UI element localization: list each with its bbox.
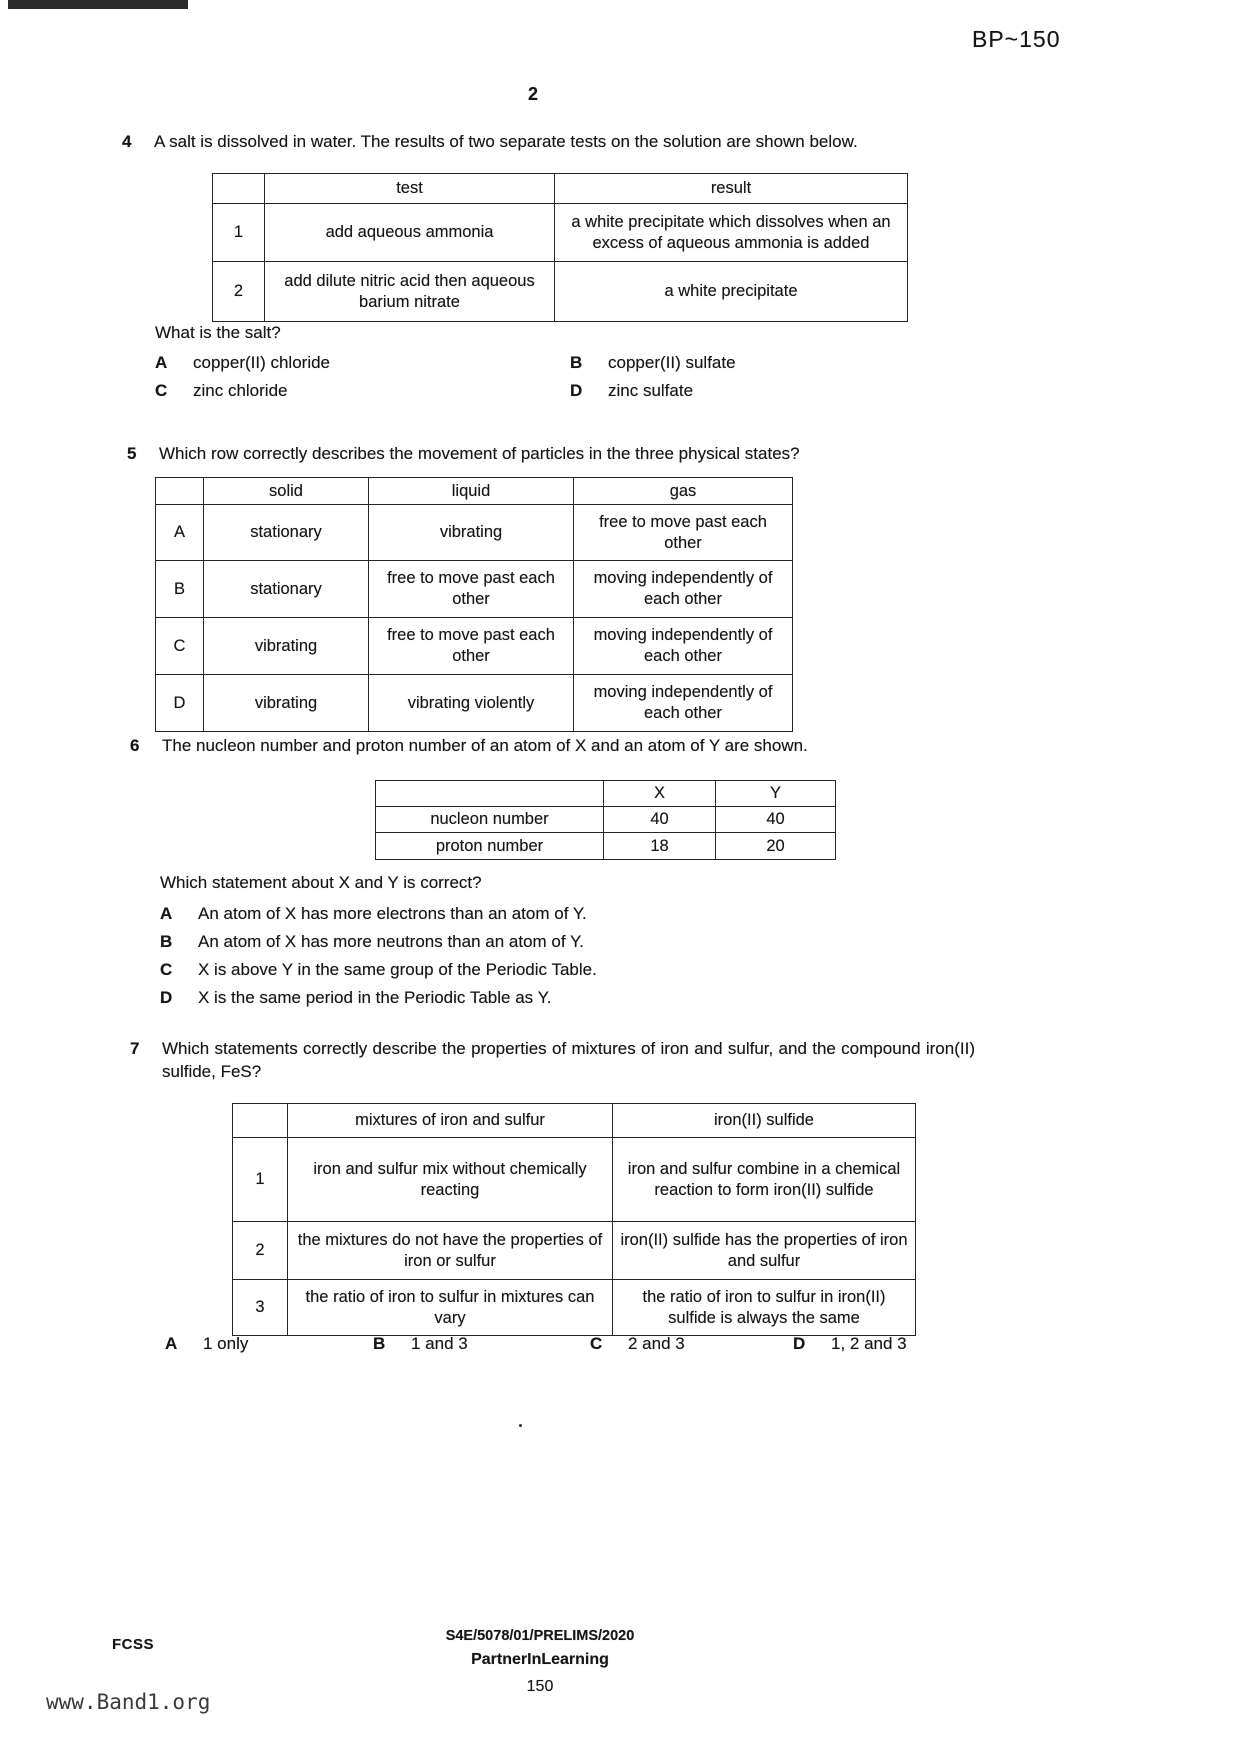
option-text: copper(II) sulfate (608, 353, 736, 372)
table-header-cell (376, 781, 604, 807)
option-text: 1 only (203, 1334, 249, 1353)
option-b (570, 352, 955, 375)
option-text: copper(II) chloride (193, 353, 331, 372)
option-label: A (160, 904, 173, 923)
option-c (155, 380, 570, 403)
table-cell: 2 (213, 262, 265, 322)
question-6-text: The nucleon number and proton number of an atom of X and an atom of Y are shown. (162, 736, 808, 755)
option-b (373, 1333, 590, 1356)
table-cell: free to move past each other (574, 505, 793, 561)
table-header-cell: mixtures of iron and sulfur (288, 1104, 613, 1138)
table-cell: 18 (604, 833, 716, 860)
table-cell: a white precipitate (555, 262, 908, 322)
option-text: 1, 2 and 3 (831, 1334, 907, 1353)
option-label: C (590, 1334, 603, 1353)
table-row (376, 833, 836, 860)
table-header-row (376, 781, 836, 807)
option-text: 1 and 3 (411, 1334, 468, 1353)
question-6-number: 6 (130, 736, 140, 755)
table-header-cell (213, 174, 265, 204)
q7-options (165, 1333, 1115, 1356)
table-cell: the ratio of iron to sulfur in mixtures can vary (288, 1280, 613, 1336)
option-label: D (793, 1334, 806, 1353)
table-row (156, 618, 793, 675)
table-cell: iron(II) sulfide has the properties of iron and sulfur (613, 1222, 916, 1280)
option-label: A (155, 353, 168, 372)
table-cell: nucleon number (376, 807, 604, 833)
table-cell: 1 (213, 204, 265, 262)
table-cell: iron and sulfur mix without chemically reacting (288, 1138, 613, 1222)
table-header-row (233, 1104, 916, 1138)
table-header-cell: X (604, 781, 716, 807)
option-text: zinc sulfate (608, 380, 694, 400)
table-cell: vibrating (204, 675, 369, 732)
footer-paper-code: S4E/5078/01/PRELIMS/2020 (445, 1628, 635, 1644)
table-header-row (213, 174, 908, 204)
table-cell: free to move past each other (369, 561, 574, 618)
q4-table (212, 173, 908, 322)
table-row (376, 807, 836, 833)
table-cell: add aqueous ammonia (265, 204, 555, 262)
q4-prompt: What is the salt? (155, 323, 281, 342)
option-d (570, 380, 955, 403)
table-cell: add dilute nitric acid then aqueous barium nitrate (265, 262, 555, 322)
watermark: www.Band1.org (46, 1690, 211, 1714)
footer-page-number: 150 (526, 1678, 554, 1695)
table-cell: vibrating (204, 618, 369, 675)
table-cell: moving independently of each other (574, 561, 793, 618)
table-cell: stationary (204, 561, 369, 618)
q7-table (232, 1103, 916, 1336)
table-cell: proton number (376, 833, 604, 860)
option-label: B (373, 1334, 386, 1353)
table-row (213, 262, 908, 322)
option-a (155, 352, 570, 375)
option-label: B (570, 353, 583, 372)
option-text: 2 and 3 (628, 1334, 685, 1353)
table-cell: 40 (716, 807, 836, 833)
question-4 (122, 131, 982, 154)
table-cell: A (156, 505, 204, 561)
table-cell: iron and sulfur combine in a chemical reaction to form iron(II) sulfide (613, 1138, 916, 1222)
table-row (156, 675, 793, 732)
table-cell: B (156, 561, 204, 618)
scan-artifact-dot (519, 1424, 522, 1427)
question-5 (127, 443, 1027, 466)
table-cell: 20 (716, 833, 836, 860)
table-cell: vibrating violently (369, 675, 574, 732)
table-cell: stationary (204, 505, 369, 561)
option-text: X is the same period in the Periodic Table as Y. (198, 987, 552, 1007)
question-5-text: Which row correctly describes the movement of particles in the three physical states? (159, 444, 800, 463)
table-header-cell (156, 478, 204, 505)
table-header-cell: iron(II) sulfide (613, 1104, 916, 1138)
table-header-cell: test (265, 174, 555, 204)
table-header-cell: result (555, 174, 908, 204)
table-cell: 40 (604, 807, 716, 833)
table-cell: C (156, 618, 204, 675)
option-b (160, 931, 910, 954)
table-header-cell: Y (716, 781, 836, 807)
table-cell: 2 (233, 1222, 288, 1280)
option-c (590, 1333, 793, 1356)
option-text: An atom of X has more electrons than an atom of Y. (198, 904, 587, 923)
option-text: An atom of X has more neutrons than an atom of Y. (198, 931, 584, 951)
table-cell: 3 (233, 1280, 288, 1336)
option-text: zinc chloride (193, 380, 288, 400)
footer-left: FCSS (112, 1636, 155, 1653)
table-header-cell: liquid (369, 478, 574, 505)
table-row (156, 561, 793, 618)
question-6 (130, 735, 1030, 758)
table-cell: free to move past each other (369, 618, 574, 675)
q5-table (155, 477, 793, 732)
q6-options (160, 903, 910, 1015)
corner-code: BP~150 (972, 26, 1061, 52)
table-cell: moving independently of each other (574, 675, 793, 732)
question-7-number: 7 (130, 1039, 140, 1058)
option-d (793, 1333, 907, 1356)
footer-brand: PartnerInLearning (471, 1651, 609, 1668)
table-row (213, 204, 908, 262)
table-row (156, 505, 793, 561)
table-header-cell: gas (574, 478, 793, 505)
option-a (165, 1333, 373, 1356)
option-c (160, 959, 910, 982)
option-label: C (155, 380, 168, 400)
option-label: D (160, 987, 173, 1007)
table-row (233, 1280, 916, 1336)
option-label: D (570, 380, 583, 400)
table-cell: vibrating (369, 505, 574, 561)
question-4-number: 4 (122, 132, 132, 151)
table-cell: the ratio of iron to sulfur in iron(II) sulfide is always the same (613, 1280, 916, 1336)
table-cell: the mixtures do not have the properties of iron or sulfur (288, 1222, 613, 1280)
table-header-cell (233, 1104, 288, 1138)
table-header-cell: solid (204, 478, 369, 505)
table-row (233, 1222, 916, 1280)
page-number: 2 (528, 84, 539, 104)
question-7 (130, 1038, 975, 1084)
table-header-row (156, 478, 793, 505)
question-5-number: 5 (127, 444, 137, 463)
option-a (160, 903, 910, 926)
scan-artifact-bar (8, 0, 188, 9)
option-label: B (160, 931, 173, 951)
q6-table (375, 780, 836, 860)
table-cell: moving independently of each other (574, 618, 793, 675)
q6-prompt: Which statement about X and Y is correct? (160, 873, 482, 892)
table-row (233, 1138, 916, 1222)
table-cell: a white precipitate which dissolves when an excess of aqueous ammonia is added (555, 204, 908, 262)
question-4-text: A salt is dissolved in water. The results of two separate tests on the solution are shown below. (154, 132, 858, 151)
table-cell: 1 (233, 1138, 288, 1222)
option-label: C (160, 959, 173, 979)
table-cell: D (156, 675, 204, 732)
option-text: X is above Y in the same group of the Periodic Table. (198, 959, 597, 979)
option-d (160, 987, 910, 1010)
question-7-text: Which statements correctly describe the properties of mixtures of iron and sulfur, and the compound iron(II) sulfide, FeS? (162, 1039, 975, 1081)
option-label: A (165, 1334, 178, 1353)
q4-options (155, 352, 955, 403)
